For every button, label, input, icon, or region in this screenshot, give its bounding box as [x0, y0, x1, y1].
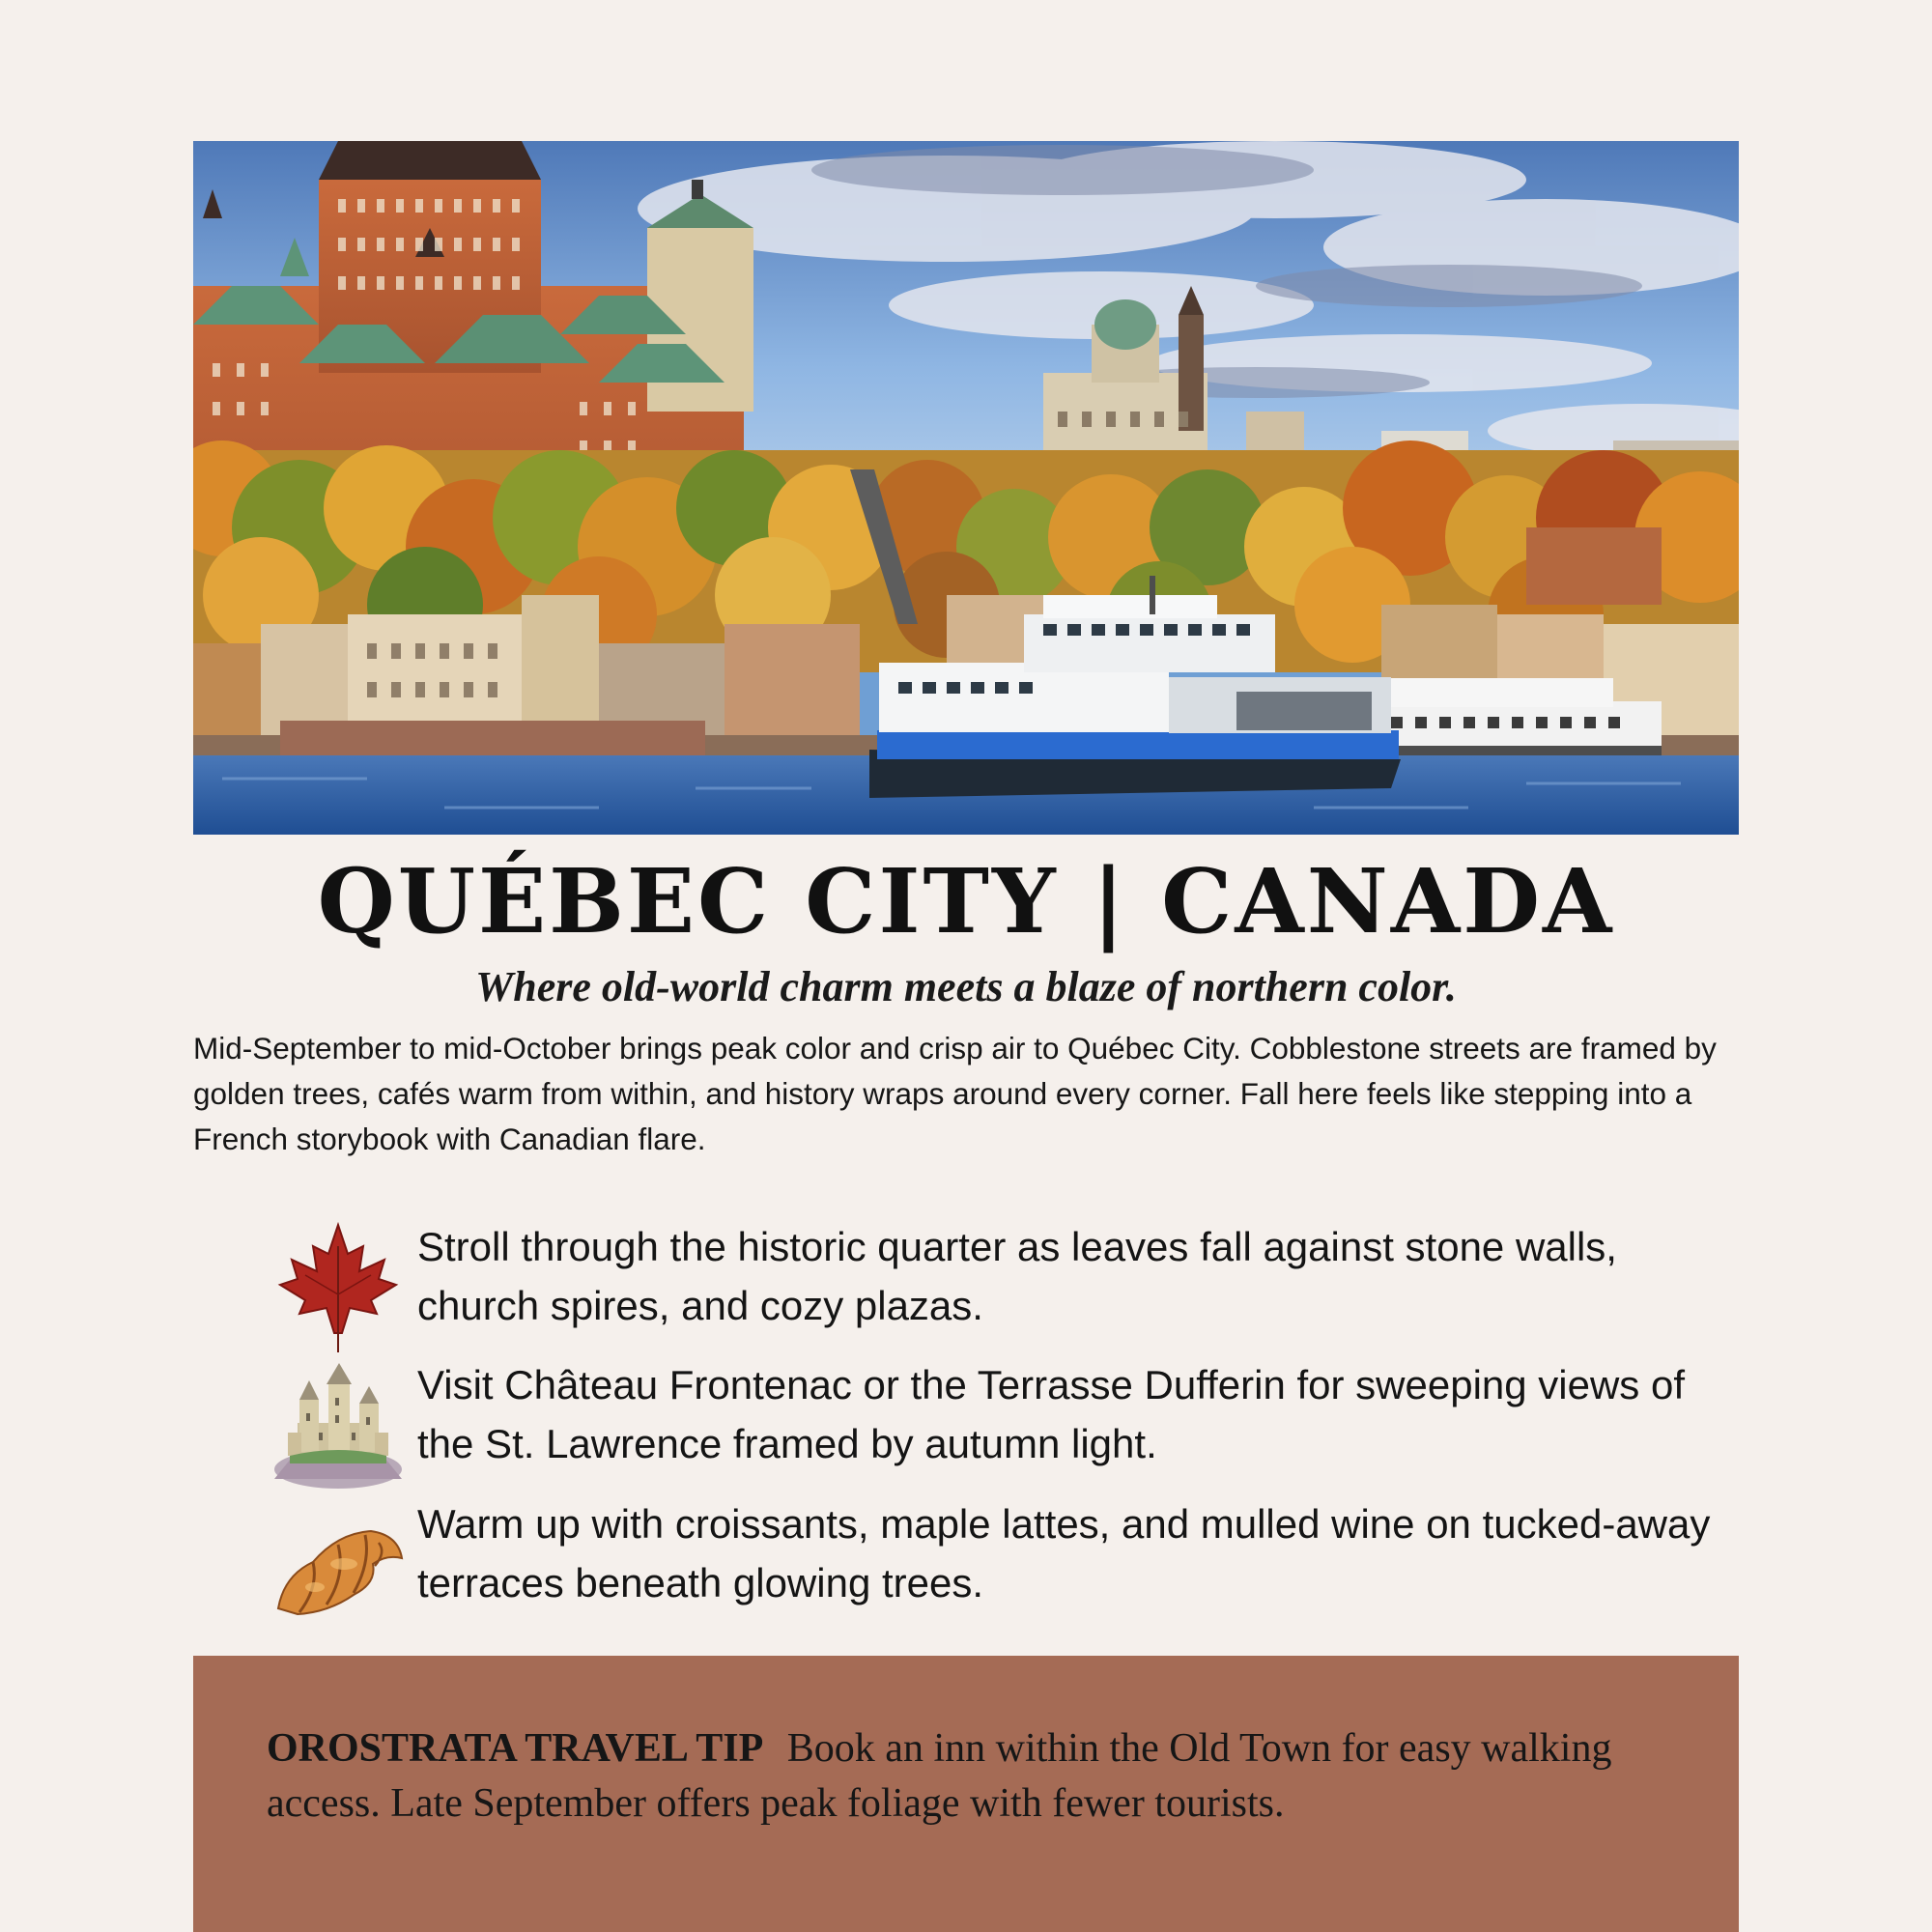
croissant-icon	[270, 1494, 406, 1630]
hero-photo	[193, 141, 1739, 835]
maple-leaf-icon	[270, 1217, 406, 1352]
travel-tip	[267, 1721, 1619, 1832]
list-item	[270, 1355, 1739, 1481]
page-title: QUÉBEC CITY | CANADA	[317, 849, 1615, 953]
castle-icon	[270, 1355, 406, 1491]
travel-tip-label: OROSTRATA TRAVEL TIP	[267, 1726, 764, 1771]
list-item	[270, 1217, 1739, 1343]
list-item	[270, 1494, 1739, 1620]
list-item-text: Stroll through the historic quarter as leaves fall against stone walls, church spires, and cozy plazas.	[417, 1224, 1617, 1328]
page-subtitle: Where old-world charm meets a blaze of northern color.	[475, 963, 1457, 1010]
list-item-text: Visit Château Frontenac or the Terrasse Dufferin for sweeping views of the St. Lawrence framed by autumn light.	[417, 1362, 1686, 1466]
travel-tip-text: Book an inn within the Old Town for easy walking access. Late September offers peak foliage with fewer tourists.	[267, 1726, 1612, 1826]
intro-paragraph: Mid-September to mid-October brings peak color and crisp air to Québec City. Cobblestone streets are framed by golden trees, cafés warm from within, and history wraps around every corner. Fall here feels like stepping into a French storybook with Canadian flare.	[193, 1031, 1717, 1156]
list-item-text: Warm up with croissants, maple lattes, and mulled wine on tucked-away terraces beneath glowing trees.	[417, 1501, 1711, 1605]
